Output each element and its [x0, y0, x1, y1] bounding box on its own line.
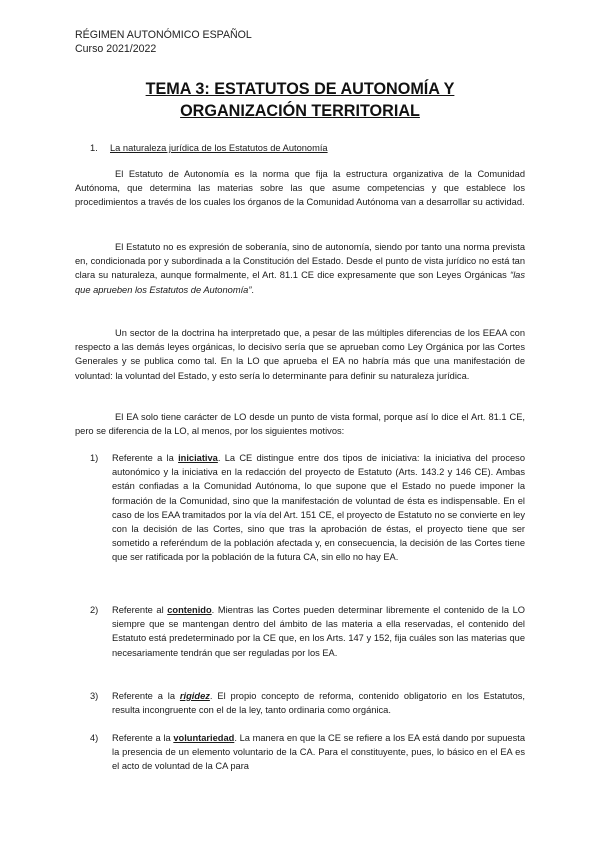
- list-item-keyword: voluntariedad: [173, 733, 235, 743]
- list-item-body: [112, 603, 525, 660]
- list-item: [90, 731, 525, 774]
- document-header: [75, 28, 252, 56]
- list-item-text: . El propio concepto de reforma, contenido obligatorio en los Estatutos, resulta incongruente con el de la ley, tanto ordinaria como orgánica.: [112, 691, 525, 716]
- section-title: La naturaleza jurídica de los Estatutos de Autonomía: [110, 143, 328, 153]
- paragraph-1: El Estatuto de Autonomía es la norma que fija la estructura organizativa de la Comunidad Autónoma, que determina las materias sobre las que asume competencias y que establece los procedimientos a través de los cuales los órganos de la Comunidad Autónoma van a desarrollar su actividad.: [75, 169, 525, 208]
- title-line-2: ORGANIZACIÓN TERRITORIAL: [180, 102, 420, 120]
- list-item-lead: Referente a la: [112, 691, 180, 701]
- list-item-marker: 3): [90, 691, 99, 701]
- list-item-body: [112, 451, 525, 565]
- list-item-keyword: contenido: [167, 605, 212, 615]
- paragraph-2-text: El Estatuto no es expresión de soberanía, sino de autonomía, siendo por tanto una norma prevista en, condicionada por y subordinada a la Constitución del Estado. Desde el punto de vista jurídico no está tan clara su naturaleza, aunque formalmente, el Art. 81.1 CE dice expresamente que son Leyes Orgánicas: [75, 242, 525, 281]
- paragraph-3: Un sector de la doctrina ha interpretado que, a pesar de las múltiples diferencias de los EEAA con respecto a las demás leyes orgánicas, lo decisivo sería que se aprueban como Ley Orgánica por las Cortes Generales y se publica como tal. En la LO que aprueba el EA no habría más que una manifestación de voluntad: la voluntad del Estado, y esto sería lo determinante para definir su naturaleza jurídica.: [75, 328, 525, 381]
- paragraph-2-quote: “las que aprueben los Estatutos de Autonomía”: [75, 270, 525, 295]
- list-item-marker: 2): [90, 605, 99, 615]
- list-item-text: . Mientras las Cortes pueden determinar libremente el contenido de la LO siempre que se mantengan dentro del ámbito de las materia a ella reservadas, el contenido del Estatuto está predeterminado por la CE que, en los Arts. 147 y 152, fija cuáles son las materias que necesariamente tendrán que ser reguladas por los EA.: [112, 605, 526, 658]
- course-year: Curso 2021/2022: [75, 43, 157, 55]
- list-item-keyword: rigidez: [179, 691, 210, 701]
- list-item-lead: Referente al: [112, 605, 168, 615]
- section-number: 1.: [90, 143, 98, 153]
- list-item-marker: 1): [90, 453, 99, 463]
- page-title: [75, 78, 525, 122]
- list-item-body: [112, 689, 525, 717]
- course-name: RÉGIMEN AUTONÓMICO ESPAÑOL: [75, 29, 252, 41]
- list-item: [90, 689, 525, 717]
- title-line-1: TEMA 3: ESTATUTOS DE AUTONOMÍA Y: [145, 80, 455, 98]
- list-item-keyword: iniciativa: [178, 453, 218, 463]
- list-item: [90, 603, 525, 660]
- section-heading: [90, 141, 328, 155]
- paragraph-4: El EA solo tiene carácter de LO desde un punto de vista formal, porque así lo dice el Art. 81.1 CE, pero se diferencia de la LO, al menos, por los siguientes motivos:: [75, 412, 525, 437]
- list-item-lead: Referente a la: [112, 733, 174, 743]
- list-item: [90, 451, 525, 565]
- list-item-body: [112, 731, 525, 774]
- list-item-marker: 4): [90, 733, 99, 743]
- paragraph-2-end: .: [251, 284, 255, 295]
- list-item-lead: Referente a la: [112, 453, 179, 463]
- list-item-text: . La CE distingue entre dos tipos de iniciativa: la iniciativa del proceso autonómico y la iniciativa en la redacción del proyecto de Estatuto (Arts. 143.2 y 146 CE). Ambas están confiadas a la Comunidad Autónoma, lo que supone que el Estado no puede imponer la formación de la Comunidad, sino que la manifestación de voluntad de ésta es indispensable. En el caso de los EAA tramitados por la vía del Art. 151 CE, el proyecto de Estatuto no se convierte en ley con la decisión de las Cortes, sino que tras la aprobación de éstas, el proyecto tiene que ser sometido a referéndum de la población afectada y, en consecuencia, la decisión de las Cortes tiene que ser ratificada por la población de la futura CA, sin ello no hay EA.: [112, 453, 525, 563]
- list-item-text: . La manera en que la CE se refiere a los EA está dando por supuesta la presencia de un elemento voluntario de la CA. Para el constituyente, pues, lo básico en el EA es el acto de voluntad de la CA para: [112, 733, 525, 772]
- paragraph-2: [75, 240, 525, 297]
